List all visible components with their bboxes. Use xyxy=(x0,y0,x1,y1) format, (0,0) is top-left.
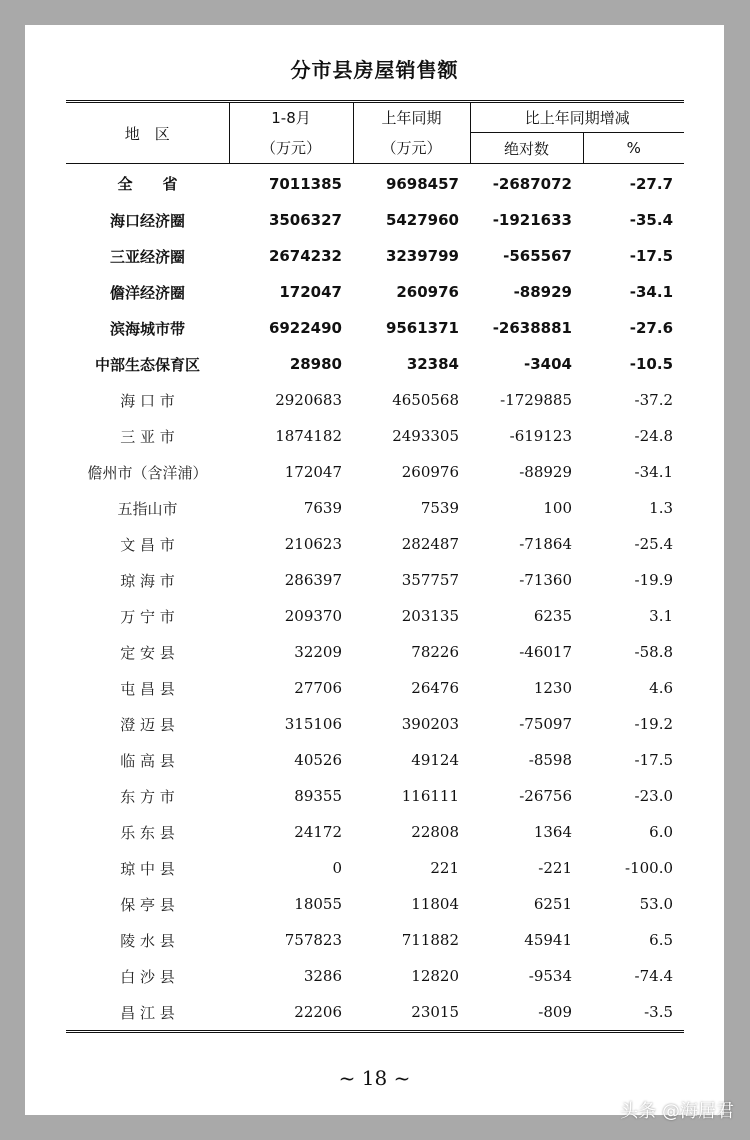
cell-absolute-change: 45941 xyxy=(524,931,572,949)
cell-region: 全 省 xyxy=(117,175,178,193)
table-row xyxy=(66,742,684,778)
cell-region: 三 亚 市 xyxy=(120,427,175,446)
header-absolute: 绝对数 xyxy=(470,133,583,164)
cell-absolute-change: -2687072 xyxy=(492,174,572,193)
cell-current: 22206 xyxy=(294,1003,342,1021)
cell-current: 315106 xyxy=(284,715,342,733)
header-change-group: 比上年同期增减 xyxy=(470,102,684,133)
cell-absolute-change: -8598 xyxy=(528,751,572,769)
table-row xyxy=(66,454,684,490)
table-row xyxy=(66,346,684,382)
cell-current: 2920683 xyxy=(275,391,342,409)
cell-current: 28980 xyxy=(289,355,342,373)
cell-percent-change: 6.5 xyxy=(649,931,674,949)
cell-region: 东 方 市 xyxy=(120,787,175,806)
cell-current: 89355 xyxy=(294,787,342,805)
cell-percent-change: -34.1 xyxy=(629,283,674,301)
cell-region: 临 高 县 xyxy=(120,751,175,770)
cell-percent-change: -100.0 xyxy=(625,859,674,877)
cell-last-year: 221 xyxy=(430,859,459,877)
table-row xyxy=(66,778,684,814)
cell-region: 白 沙 县 xyxy=(120,967,175,986)
cell-last-year: 260976 xyxy=(396,283,459,301)
cell-region: 五指山市 xyxy=(117,499,178,518)
cell-percent-change: -3.5 xyxy=(644,1003,674,1021)
cell-percent-change: 6.0 xyxy=(649,823,674,841)
cell-percent-change: -23.0 xyxy=(634,787,674,805)
cell-last-year: 9561371 xyxy=(385,319,459,337)
cell-last-year: 203135 xyxy=(401,607,459,625)
cell-region: 儋洋经济圈 xyxy=(109,283,185,302)
cell-region: 琼 海 市 xyxy=(120,571,175,590)
cell-current: 18055 xyxy=(294,895,342,913)
cell-region: 儋州市（含洋浦） xyxy=(87,463,208,482)
cell-absolute-change: -88929 xyxy=(519,463,572,481)
table-row xyxy=(66,382,684,418)
table-row xyxy=(66,634,684,670)
table-row xyxy=(66,238,684,274)
cell-last-year: 9698457 xyxy=(385,174,459,193)
cell-last-year: 49124 xyxy=(411,751,459,769)
cell-region: 文 昌 市 xyxy=(120,535,175,554)
cell-percent-change: 1.3 xyxy=(649,499,674,517)
cell-region: 三亚经济圈 xyxy=(109,247,185,266)
cell-percent-change: -10.5 xyxy=(629,355,674,373)
cell-absolute-change: -9534 xyxy=(528,967,572,985)
cell-percent-change: -58.8 xyxy=(634,643,674,661)
cell-absolute-change: -565567 xyxy=(503,247,572,265)
cell-percent-change: -19.9 xyxy=(634,571,674,589)
cell-last-year: 390203 xyxy=(401,715,459,733)
cell-absolute-change: -221 xyxy=(538,859,572,877)
header-last-year-line2: （万元） xyxy=(353,133,470,164)
cell-percent-change: 4.6 xyxy=(649,679,674,697)
cell-last-year: 711882 xyxy=(401,931,459,949)
cell-region: 昌 江 县 xyxy=(120,1003,175,1022)
header-last-year-line1: 上年同期 xyxy=(353,102,470,133)
table-row xyxy=(66,850,684,886)
cell-region: 滨海城市带 xyxy=(109,319,185,338)
cell-percent-change: -27.6 xyxy=(629,319,674,337)
cell-percent-change: 53.0 xyxy=(639,895,674,913)
cell-percent-change: -17.5 xyxy=(629,247,674,265)
cell-current: 2674232 xyxy=(268,247,342,265)
table-body xyxy=(66,164,684,1032)
cell-region: 定 安 县 xyxy=(120,643,175,662)
table-row xyxy=(66,598,684,634)
cell-last-year: 282487 xyxy=(401,535,459,553)
cell-current: 172047 xyxy=(279,283,342,301)
table-row xyxy=(66,994,684,1032)
header-percent: % xyxy=(583,133,684,164)
cell-region: 中部生态保育区 xyxy=(94,355,200,374)
watermark: 头条 @海居君 xyxy=(620,1101,734,1122)
cell-region: 乐 东 县 xyxy=(120,823,175,842)
cell-region: 陵 水 县 xyxy=(120,931,175,950)
cell-last-year: 116111 xyxy=(401,787,459,805)
cell-last-year: 7539 xyxy=(420,499,459,517)
cell-current: 40526 xyxy=(294,751,342,769)
cell-absolute-change: -71360 xyxy=(519,571,572,589)
cell-last-year: 357757 xyxy=(401,571,459,589)
cell-absolute-change: 1364 xyxy=(533,823,572,841)
cell-last-year: 12820 xyxy=(411,967,459,985)
table-row xyxy=(66,202,684,238)
cell-last-year: 32384 xyxy=(406,355,459,373)
cell-last-year: 26476 xyxy=(411,679,459,697)
table-row xyxy=(66,490,684,526)
cell-absolute-change: -619123 xyxy=(509,427,572,445)
cell-region: 屯 昌 县 xyxy=(120,679,175,698)
cell-current: 3286 xyxy=(303,967,342,985)
cell-current: 6922490 xyxy=(268,319,342,337)
cell-absolute-change: -88929 xyxy=(513,283,572,301)
cell-absolute-change: -75097 xyxy=(519,715,572,733)
cell-current: 3506327 xyxy=(268,211,342,229)
cell-absolute-change: -1729885 xyxy=(500,391,572,409)
cell-last-year: 4650568 xyxy=(392,391,459,409)
cell-absolute-change: 1230 xyxy=(533,679,572,697)
cell-current: 32209 xyxy=(294,643,342,661)
sales-table xyxy=(66,100,684,1033)
table-row xyxy=(66,814,684,850)
cell-last-year: 2493305 xyxy=(392,427,459,445)
cell-region: 保 亭 县 xyxy=(120,895,175,914)
cell-last-year: 22808 xyxy=(411,823,459,841)
cell-percent-change: -35.4 xyxy=(629,211,674,229)
cell-last-year: 5427960 xyxy=(385,211,459,229)
cell-current: 172047 xyxy=(284,463,342,481)
cell-region: 海口经济圈 xyxy=(109,211,185,230)
header-current-line1: 1-8月 xyxy=(229,102,353,133)
cell-percent-change: -27.7 xyxy=(629,174,674,193)
cell-absolute-change: 6251 xyxy=(533,895,572,913)
table-row xyxy=(66,886,684,922)
cell-last-year: 11804 xyxy=(411,895,459,913)
cell-percent-change: -17.5 xyxy=(634,751,674,769)
cell-percent-change: -24.8 xyxy=(634,427,674,445)
cell-absolute-change: -26756 xyxy=(519,787,572,805)
cell-current: 27706 xyxy=(294,679,342,697)
table-row xyxy=(66,670,684,706)
table-row xyxy=(66,526,684,562)
table-row xyxy=(66,958,684,994)
cell-absolute-change: 6235 xyxy=(533,607,572,625)
cell-percent-change: -37.2 xyxy=(634,391,674,409)
document-page xyxy=(25,25,724,1115)
table-row xyxy=(66,164,684,203)
cell-current: 24172 xyxy=(294,823,342,841)
table-row xyxy=(66,274,684,310)
cell-percent-change: -74.4 xyxy=(634,967,674,985)
cell-absolute-change: -46017 xyxy=(519,643,572,661)
cell-current: 1874182 xyxy=(275,427,342,445)
cell-current: 0 xyxy=(332,859,342,877)
header-current-line2: （万元） xyxy=(229,133,353,164)
cell-percent-change: -25.4 xyxy=(634,535,674,553)
table-row xyxy=(66,310,684,346)
cell-current: 286397 xyxy=(284,571,342,589)
table-row xyxy=(66,562,684,598)
cell-current: 209370 xyxy=(284,607,342,625)
cell-last-year: 23015 xyxy=(411,1003,459,1021)
cell-region: 海 口 市 xyxy=(120,391,175,410)
cell-region: 琼 中 县 xyxy=(120,859,175,878)
cell-absolute-change: -2638881 xyxy=(492,319,572,337)
cell-current: 7011385 xyxy=(268,174,342,193)
cell-percent-change: -34.1 xyxy=(634,463,674,481)
cell-absolute-change: -809 xyxy=(538,1003,572,1021)
cell-last-year: 260976 xyxy=(401,463,459,481)
cell-absolute-change: -1921633 xyxy=(492,211,572,229)
cell-percent-change: 3.1 xyxy=(649,607,674,625)
cell-region: 澄 迈 县 xyxy=(120,715,175,734)
cell-region: 万 宁 市 xyxy=(120,607,175,626)
cell-current: 7639 xyxy=(303,499,342,517)
header-region: 地 区 xyxy=(66,102,229,164)
page-title: 分市县房屋销售额 xyxy=(290,58,459,82)
table-row xyxy=(66,706,684,742)
cell-percent-change: -19.2 xyxy=(634,715,674,733)
cell-absolute-change: -71864 xyxy=(519,535,572,553)
table-row xyxy=(66,922,684,958)
cell-last-year: 78226 xyxy=(411,643,459,661)
cell-absolute-change: -3404 xyxy=(524,355,572,373)
cell-current: 757823 xyxy=(284,931,342,949)
table-row xyxy=(66,418,684,454)
cell-last-year: 3239799 xyxy=(385,247,459,265)
page-number: ~ 18 ~ xyxy=(338,1066,411,1090)
cell-current: 210623 xyxy=(284,535,342,553)
cell-absolute-change: 100 xyxy=(543,499,572,517)
